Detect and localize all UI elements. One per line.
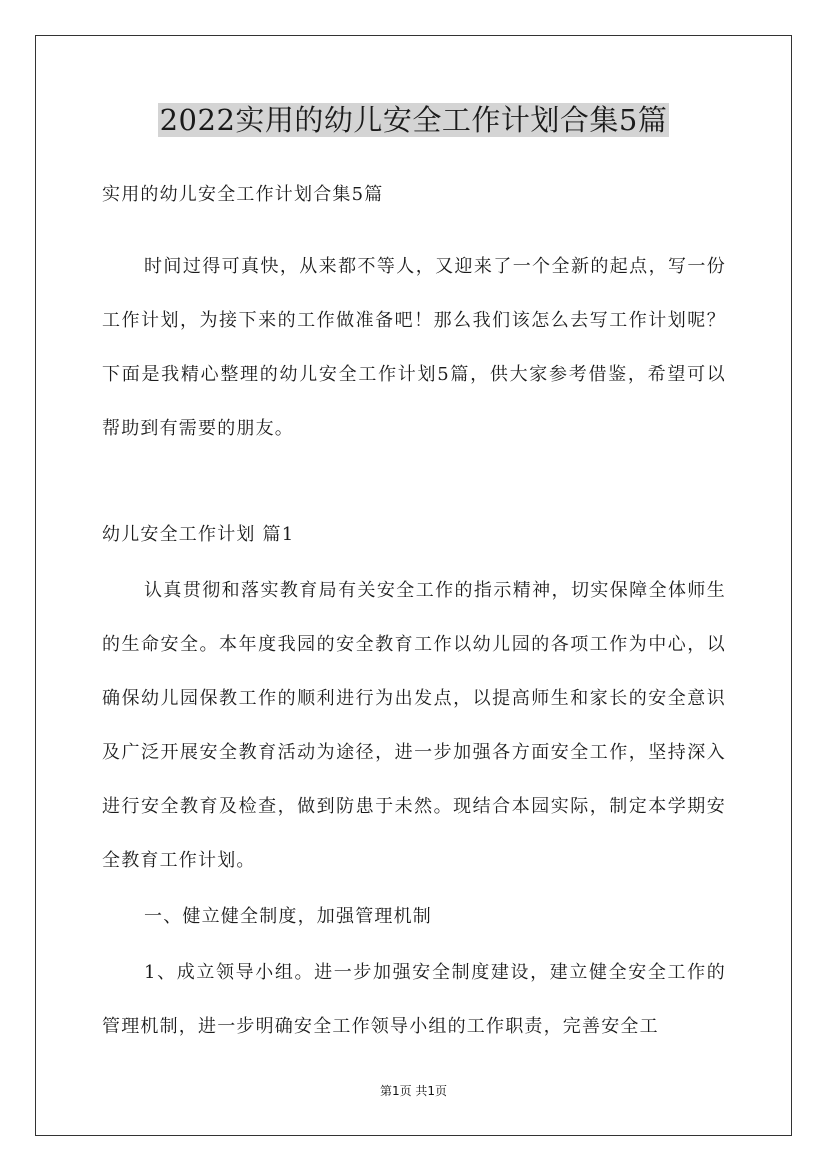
page-number: 第1页 共1页 — [379, 1084, 448, 1098]
document-title — [0, 100, 827, 140]
intro-paragraph: 时间过得可真快，从来都不等人，又迎来了一个全新的起点，写一份工作计划，为接下来的工作做准备吧！那么我们该怎么去写工作计划呢？下面是我精心整理的幼儿安全工作计划5篇，供大家参考借鉴，希望可以帮助到有需要的朋友。 — [102, 256, 726, 439]
subheading: 一、健立健全制度，加强管理机制 — [144, 906, 432, 927]
document-title-text: 2022实用的幼儿安全工作计划合集5篇 — [159, 103, 668, 137]
document-subtitle: 实用的幼儿安全工作计划合集5篇 — [102, 184, 384, 205]
document-body — [102, 172, 726, 1054]
section-heading: 幼儿安全工作计划 篇1 — [102, 524, 295, 545]
list-item-1: 1、成立领导小组。进一步加强安全制度建设，建立健全安全工作的管理机制，进一步明确安全工作领导小组的工作职责，完善安全工 — [102, 962, 726, 1037]
section-paragraph: 认真贯彻和落实教育局有关安全工作的指示精神，切实保障全体师生的生命安全。本年度我园的安全教育工作以幼儿园的各项工作为中心，以确保幼儿园保教工作的顺利进行为出发点，以提高师生和家长的安全意识及广泛开展安全教育活动为途径，进一步加强各方面安全工作，坚持深入进行安全教育及检查，做到防患于未然。现结合本园实际，制定本学期安全教育工作计划。 — [102, 580, 726, 871]
